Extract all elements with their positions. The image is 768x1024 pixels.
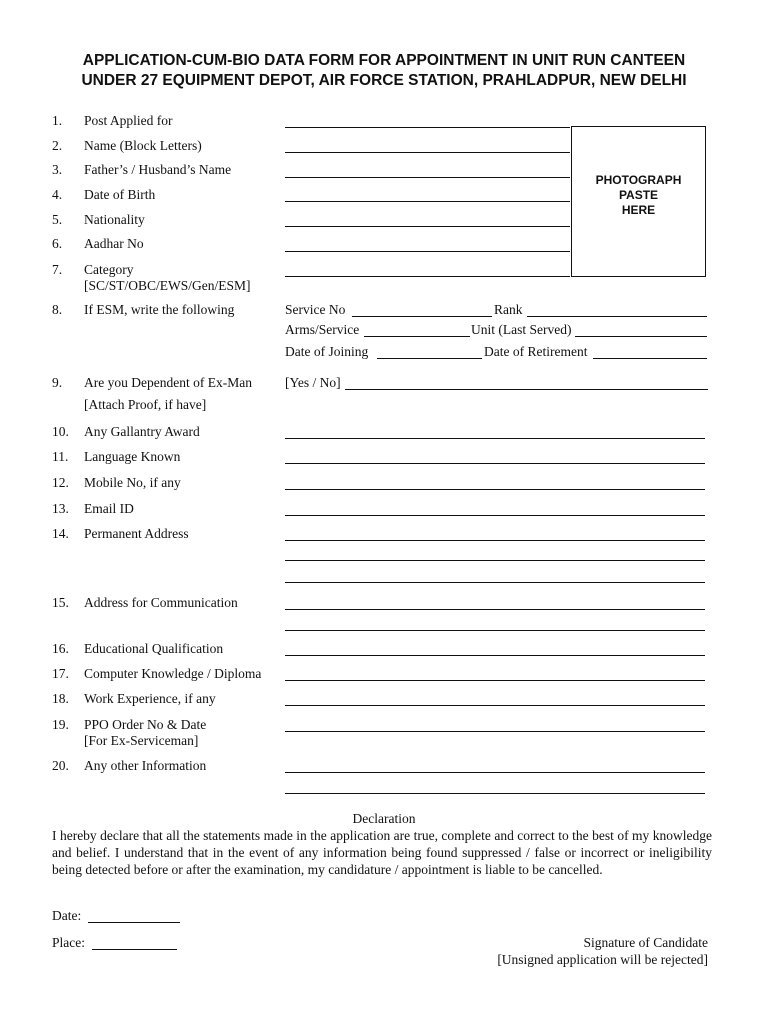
father-husband-name-line[interactable] xyxy=(285,177,570,178)
esm-service-no-line[interactable] xyxy=(352,316,492,317)
esm-date-of-retirement-line[interactable] xyxy=(593,358,707,359)
field-number: 18. xyxy=(52,691,69,706)
field-number: 2. xyxy=(52,138,63,153)
permanent-address-line-3[interactable] xyxy=(285,582,705,583)
field-label-nationality: Nationality xyxy=(84,212,145,227)
date-line[interactable] xyxy=(88,922,180,923)
unsigned-application-note: [Unsigned application will be rejected] xyxy=(497,952,708,967)
field-sublabel-attach-proof: [Attach Proof, if have] xyxy=(84,397,207,412)
esm-date-of-joining-line[interactable] xyxy=(377,358,482,359)
field-label-ppo-order: PPO Order No & Date xyxy=(84,717,207,732)
field-number: 16. xyxy=(52,641,69,656)
educational-qualification-line[interactable] xyxy=(285,655,705,656)
field-number: 3. xyxy=(52,162,63,177)
esm-rank-line[interactable] xyxy=(527,316,707,317)
field-label-post-applied: Post Applied for xyxy=(84,113,173,128)
work-experience-line[interactable] xyxy=(285,705,705,706)
field-number: 19. xyxy=(52,717,69,732)
language-known-line[interactable] xyxy=(285,463,705,464)
field-number: 6. xyxy=(52,236,63,251)
field-label-father-husband-name: Father’s / Husband’s Name xyxy=(84,162,232,177)
nationality-line[interactable] xyxy=(285,226,570,227)
field-number: 8. xyxy=(52,302,63,317)
esm-unit-label: Unit (Last Served) xyxy=(471,322,572,337)
communication-address-line-1[interactable] xyxy=(285,609,705,610)
esm-service-no-label: Service No xyxy=(285,302,346,317)
aadhar-no-line[interactable] xyxy=(285,251,570,252)
field-label-dependent-ex-man: Are you Dependent of Ex-Man xyxy=(84,375,252,390)
dependent-yes-no-options: [Yes / No] xyxy=(285,375,341,390)
esm-arms-service-label: Arms/Service xyxy=(285,322,360,337)
field-number: 15. xyxy=(52,595,69,610)
declaration-text: I hereby declare that all the statements made in the application are true, complete and correct to the best of my knowledge and belief. I understand that in the event of any information being found suppressed / false or incorrect or ineligibility being detected before or after the examination, my candidature / appointment is liable to be cancelled. xyxy=(52,828,712,877)
email-id-line[interactable] xyxy=(285,515,705,516)
field-label-permanent-address: Permanent Address xyxy=(84,526,189,541)
field-label-aadhar-no: Aadhar No xyxy=(84,236,144,251)
form-title-line-2: UNDER 27 EQUIPMENT DEPOT, AIR FORCE STATION, PRAHLADPUR, NEW DELHI xyxy=(81,72,687,89)
field-label-work-experience: Work Experience, if any xyxy=(84,691,216,706)
field-sublabel-ex-serviceman: [For Ex-Serviceman] xyxy=(84,733,199,748)
computer-knowledge-line[interactable] xyxy=(285,680,705,681)
field-number: 1. xyxy=(52,113,63,128)
name-line[interactable] xyxy=(285,152,570,153)
other-information-line-2[interactable] xyxy=(285,793,705,794)
field-label-mobile-no: Mobile No, if any xyxy=(84,475,181,490)
permanent-address-line-2[interactable] xyxy=(285,560,705,561)
post-applied-line[interactable] xyxy=(285,127,570,128)
field-label-computer-knowledge: Computer Knowledge / Diploma xyxy=(84,666,262,681)
field-label-date-of-birth: Date of Birth xyxy=(84,187,156,202)
other-information-line-1[interactable] xyxy=(285,772,705,773)
field-number: 4. xyxy=(52,187,63,202)
esm-date-of-retirement-label: Date of Retirement xyxy=(484,344,588,359)
field-number: 5. xyxy=(52,212,63,227)
esm-rank-label: Rank xyxy=(494,302,523,317)
communication-address-line-2[interactable] xyxy=(285,630,705,631)
date-of-birth-line[interactable] xyxy=(285,201,570,202)
field-number: 13. xyxy=(52,501,69,516)
dependent-line[interactable] xyxy=(345,389,708,390)
mobile-no-line[interactable] xyxy=(285,489,705,490)
gallantry-award-line[interactable] xyxy=(285,438,705,439)
esm-unit-line[interactable] xyxy=(575,336,707,337)
esm-arms-service-line[interactable] xyxy=(364,336,470,337)
category-line[interactable] xyxy=(285,276,570,277)
field-label-category: Category xyxy=(84,262,134,277)
ppo-order-line[interactable] xyxy=(285,731,705,732)
field-label-other-information: Any other Information xyxy=(84,758,207,773)
field-number: 11. xyxy=(52,449,69,464)
permanent-address-line-1[interactable] xyxy=(285,540,705,541)
field-sublabel-category-options: [SC/ST/OBC/EWS/Gen/ESM] xyxy=(84,278,251,293)
photograph-box-label: PHOTOGRAPH PASTE HERE xyxy=(595,173,682,217)
signature-of-candidate: Signature of Candidate xyxy=(583,935,708,950)
form-title-line-1: APPLICATION-CUM-BIO DATA FORM FOR APPOINTMENT IN UNIT RUN CANTEEN xyxy=(82,52,686,69)
field-number: 20. xyxy=(52,758,69,773)
field-label-gallantry-award: Any Gallantry Award xyxy=(84,424,200,439)
declaration-title: Declaration xyxy=(352,811,416,826)
field-label-communication-address: Address for Communication xyxy=(84,595,238,610)
field-number: 10. xyxy=(52,424,69,439)
field-label-educational-qualification: Educational Qualification xyxy=(84,641,224,656)
esm-date-of-joining-label: Date of Joining xyxy=(285,344,369,359)
place-label: Place: xyxy=(52,935,85,950)
field-label-email-id: Email ID xyxy=(84,501,134,516)
field-label-name: Name (Block Letters) xyxy=(84,138,202,153)
date-label: Date: xyxy=(52,908,82,923)
field-number: 12. xyxy=(52,475,69,490)
field-number: 14. xyxy=(52,526,69,541)
field-number: 17. xyxy=(52,666,69,681)
place-line[interactable] xyxy=(92,949,177,950)
field-label-esm: If ESM, write the following xyxy=(84,302,235,317)
field-number: 7. xyxy=(52,262,63,277)
photograph-box xyxy=(571,126,706,277)
field-label-language-known: Language Known xyxy=(84,449,181,464)
field-number: 9. xyxy=(52,375,63,390)
